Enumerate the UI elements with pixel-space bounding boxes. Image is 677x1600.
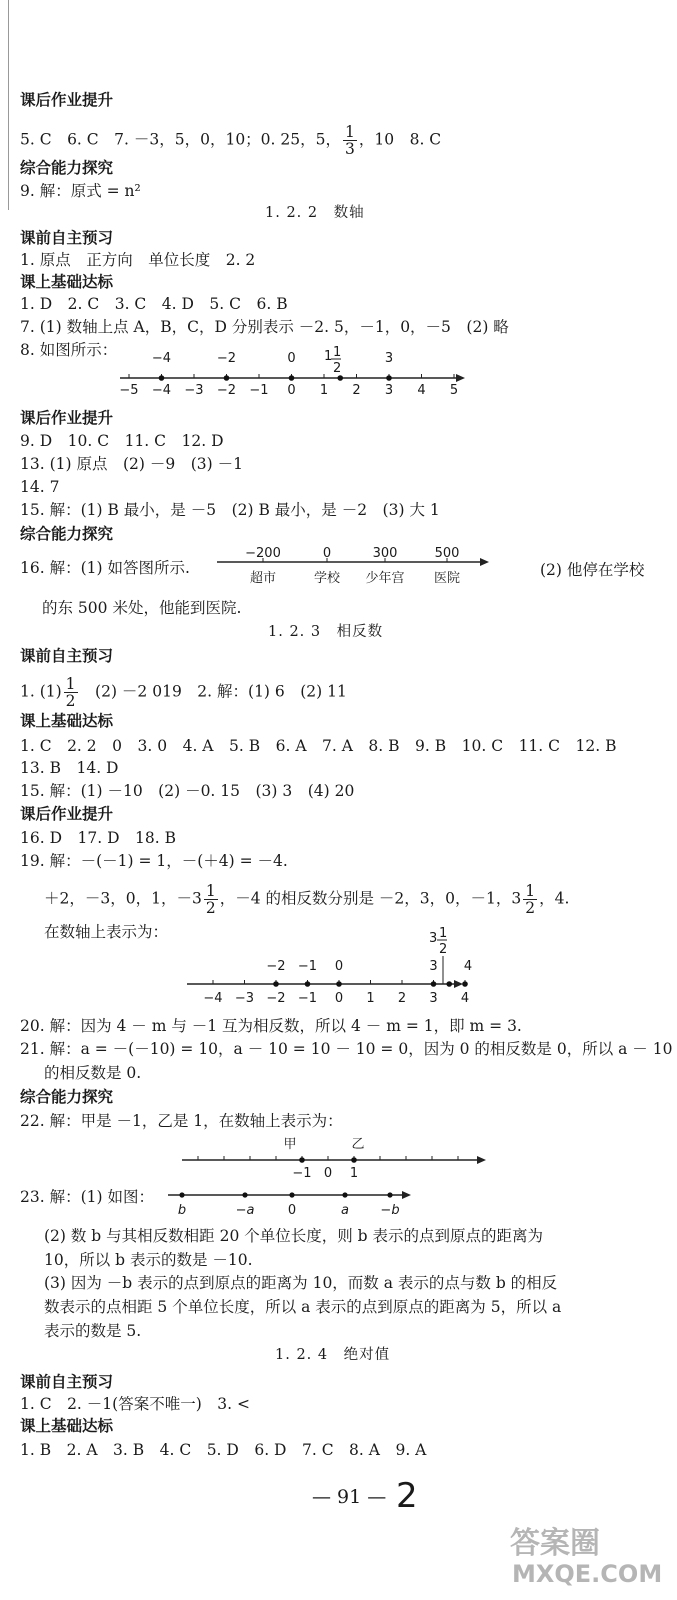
point-label: 0	[334, 959, 344, 974]
tick-label: 0	[287, 383, 296, 398]
point-dot	[299, 1157, 305, 1163]
watermark-logo: 答案圈	[510, 1526, 600, 1561]
tick-label: 1	[366, 991, 375, 1006]
answer-line: 14. 7	[20, 478, 60, 496]
answer-line: 16. 解：(1) 如答图所示.	[20, 559, 190, 577]
heading: 综合能力探究	[20, 1088, 114, 1106]
tick-label: −4	[203, 991, 223, 1006]
point-dot	[273, 981, 279, 987]
tick-label: −4	[151, 383, 172, 398]
tick-label: 2	[397, 991, 407, 1006]
number-line-3	[185, 926, 473, 1006]
section-title: 1. 2. 2 数轴	[265, 205, 365, 221]
answer-line: 1. (1) $\frac{1}{2}$ (2) －2 019 2. 解：(1) 6 (2) 11	[20, 675, 347, 710]
answer-line: 1. C 2. －1(答案不唯一) 3. <	[20, 1395, 250, 1413]
point-label: 0	[322, 546, 332, 561]
answer-line: 在数轴上表示为：	[44, 923, 169, 941]
number-line-2	[215, 540, 495, 596]
heading: 课上基础达标	[20, 273, 114, 291]
heading: 课前自主预习	[20, 1373, 114, 1391]
answer-line: (2) 数 b 与其相反数相距 20 个单位长度，则 b 表示的点到原点的距离为	[44, 1227, 544, 1245]
answer-line: 数表示的点相距 5 个单位长度，所以 a 表示的点到原点的距离为 5，所以 a	[44, 1298, 562, 1316]
tick-label: −2	[216, 383, 237, 398]
point-label: 3	[429, 959, 438, 974]
tick-label: 4	[417, 383, 426, 398]
point-label: 4	[463, 959, 473, 974]
tick-label: 0	[334, 991, 344, 1006]
point-label: 0	[287, 1203, 297, 1218]
point-label: 甲	[283, 1137, 297, 1152]
point-label: 3	[384, 351, 394, 366]
point-dot	[336, 981, 342, 987]
margin-line	[8, 0, 9, 210]
answer-line: ＋2，－3，0，1，－3 $\frac{1}{2}$ ，－4 的相反数分别是 －2，3，0，－1，3 $\frac{1}{2}$ ，4.	[44, 882, 570, 917]
answer-line: 7. (1) 数轴上点 A，B，C，D 分别表示 －2. 5，－1，0，－5 (2) 略	[20, 318, 509, 336]
answer-line: 1. C 2. 2 0 3. 0 4. A 5. B 6. A 7. A 8. B 9. B 10. C 11. C 12. B	[20, 737, 617, 755]
point-label: 500	[434, 546, 460, 561]
place-label: 学校	[313, 571, 341, 586]
fraction: $\frac{1}{3}$	[344, 123, 355, 158]
fraction-label: 1	[333, 345, 342, 360]
tick-label: 0	[323, 1166, 333, 1181]
point-dot	[159, 375, 165, 381]
tick-label: 2	[352, 383, 361, 398]
tick-label: 3	[384, 383, 394, 398]
heading: 课前自主预习	[20, 229, 114, 247]
answer-line: 15. 解：(1) B 最小，是 －5 (2) B 最小，是 －2 (3) 大 1	[20, 501, 440, 519]
point-dot	[224, 375, 230, 381]
fraction-label: 2	[439, 942, 448, 957]
answer-line: (3) 因为 －b 表示的点到原点的距离为 10，而数 a 表示的点与数 b 的相反	[44, 1274, 558, 1292]
page-number: — 91 —	[312, 1486, 387, 1508]
point-label: −2	[216, 351, 237, 366]
tick-label: 3	[429, 991, 438, 1006]
place-label: 医院	[433, 571, 461, 586]
point-dot	[342, 1192, 347, 1197]
point-label: a	[341, 1203, 349, 1218]
heading: 综合能力探究	[20, 525, 114, 543]
point-label: b	[177, 1203, 187, 1218]
fraction-label: 1	[324, 349, 333, 364]
point-dot	[305, 981, 311, 987]
answer-line: 的相反数是 0.	[44, 1064, 142, 1082]
answer-line: 1. 原点 正方向 单位长度 2. 2	[20, 251, 256, 269]
answer-line: 23. 解：(1) 如图：	[20, 1188, 154, 1206]
number-line-5	[160, 1183, 425, 1223]
heading: 课上基础达标	[20, 1417, 114, 1435]
answer-line: 19. 解：－(－1) = 1，－(＋4) = －4.	[20, 852, 288, 870]
point-label: −1	[297, 959, 318, 974]
answer-line: 13. B 14. D	[20, 759, 119, 777]
point-dot	[431, 981, 437, 987]
answer-line: 1. B 2. A 3. B 4. C 5. D 6. D 7. C 8. A 9. A	[20, 1441, 427, 1459]
tick-label: −3	[184, 383, 204, 398]
answer-line: 1. D 2. C 3. C 4. D 5. C 6. B	[20, 295, 288, 313]
fraction-label: 3	[429, 931, 438, 946]
point-dot	[351, 1157, 357, 1163]
fraction-label: 1	[439, 926, 448, 941]
answer-line: 8. 如图所示：	[20, 341, 118, 359]
heading: 课前自主预习	[20, 647, 114, 665]
point-dot	[387, 1192, 392, 1197]
answer-line: 表示的数是 5.	[44, 1322, 142, 1340]
answer-line: 9. 解：原式 = n²	[20, 182, 141, 200]
point-label: 乙	[351, 1137, 365, 1152]
number-line-1	[115, 345, 475, 404]
answer-line: (2) 他停在学校	[540, 561, 645, 579]
tick-label: 5	[449, 383, 459, 398]
place-label: 少年宫	[365, 571, 405, 586]
point-label: 300	[372, 546, 398, 561]
answer-line: 13. (1) 原点 (2) －9 (3) －1	[20, 455, 243, 473]
watermark-url: MXQE.COM	[512, 1560, 663, 1588]
section-title: 1. 2. 3 相反数	[268, 624, 384, 640]
answer-line: 16. D 17. D 18. B	[20, 829, 176, 847]
answer-line: 15. 解：(1) －10 (2) －0. 15 (3) 3 (4) 20	[20, 782, 355, 800]
tick-label: −2	[266, 991, 286, 1006]
answer-line: 21. 解：a = －(－10) = 10，a － 10 = 10 － 10 = 0，因为 0 的相反数是 0，所以 a － 10	[20, 1040, 673, 1058]
answer-line: 20. 解：因为 4 － m 与 －1 互为相反数，所以 4 － m = 1，即 m = 3.	[20, 1017, 522, 1035]
answer-line: 10，所以 b 表示的数是 －10.	[44, 1251, 253, 1269]
tick-label: −1	[297, 991, 318, 1006]
heading: 综合能力探究	[20, 159, 114, 177]
heading: 课后作业提升	[20, 805, 114, 823]
point-label: 0	[287, 351, 296, 366]
point-dot	[446, 981, 452, 987]
point-label: −4	[151, 351, 172, 366]
fraction: $\frac{1}{2}$	[525, 882, 536, 917]
fraction-label: 2	[333, 361, 342, 376]
point-label: −a	[235, 1203, 255, 1218]
place-label: 超市	[249, 571, 277, 586]
answer-line: 9. D 10. C 11. C 12. D	[20, 432, 224, 450]
heading: 课上基础达标	[20, 712, 114, 730]
point-dot	[289, 1192, 294, 1197]
handwritten-mark: 2	[396, 1476, 418, 1516]
point-dot	[337, 375, 343, 381]
point-label: −200	[245, 546, 281, 561]
fraction: $\frac{1}{2}$	[205, 882, 216, 917]
point-label: −b	[380, 1203, 400, 1218]
point-dot	[242, 1192, 247, 1197]
point-dot	[462, 981, 468, 987]
tick-label: −3	[234, 991, 255, 1006]
heading: 课后作业提升	[20, 409, 114, 427]
answer-line: 的东 500 米处，他能到医院.	[42, 599, 242, 617]
tick-label: −5	[119, 383, 139, 398]
answer-line: 22. 解：甲是 －1，乙是 1，在数轴上表示为：	[20, 1112, 343, 1130]
point-label: −2	[266, 959, 286, 974]
number-line-4	[180, 1130, 490, 1188]
fraction: $\frac{1}{2}$	[65, 675, 76, 710]
point-dot	[386, 375, 392, 381]
tick-label: 1	[319, 383, 329, 398]
tick-label: 4	[460, 991, 470, 1006]
point-dot	[289, 375, 295, 381]
tick-label: 1	[349, 1166, 359, 1181]
section-title: 1. 2. 4 绝对值	[275, 1347, 391, 1363]
answer-line: 5. C 6. C 7. －3，5，0，10；0. 25，5， $\frac{1}{3}$ ，10 8. C	[20, 123, 442, 158]
tick-label: −1	[292, 1166, 312, 1181]
point-dot	[179, 1192, 184, 1197]
tick-label: −1	[249, 383, 269, 398]
heading: 课后作业提升	[20, 91, 114, 109]
